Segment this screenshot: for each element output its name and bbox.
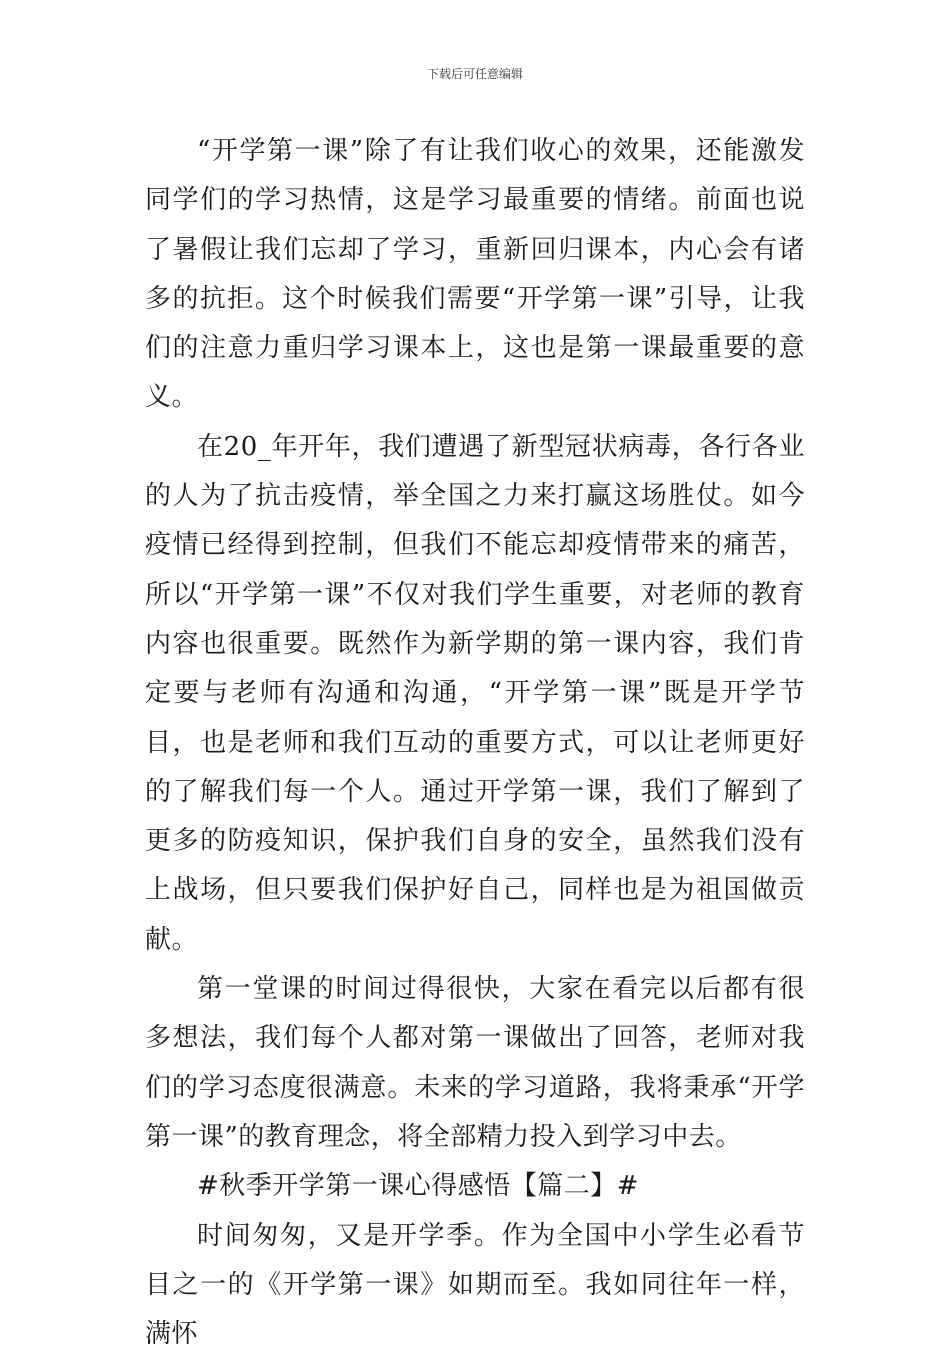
- page-header: 下载后可任意编辑: [426, 67, 523, 81]
- document-body: [145, 127, 805, 1359]
- section-heading: #秋季开学第一课心得感悟【篇二】#: [197, 1171, 640, 1202]
- paragraph-2: 在20_年开年，我们遭遇了新型冠状病毒，各行各业的人为了抗击疫情，举全国之力来打赢这场胜仗。如今疫情已经得到控制，但我们不能忘却疫情带来的痛苦，所以“开学第一课”不仅对我们学生重要，对老师的教育内容也很重要。既然作为新学期的第一课内容，我们肯定要与老师有沟通和沟通，“开学第一课”既是开学节目，也是老师和我们互动的重要方式，可以让老师更好的了解我们每一个人。通过开学第一课，我们了解到了更多的防疫知识，保护我们自身的安全，虽然我们没有上战场，但只要我们保护好自己，同样也是为祖国做贡献。: [145, 431, 805, 955]
- paragraph-1: “开学第一课”除了有让我们收心的效果，还能激发同学们的学习热情，这是学习最重要的情绪。前面也说了暑假让我们忘却了学习，重新回归课本，内心会有诸多的抗拒。这个时候我们需要“开学第一课”引导，让我们的注意力重归学习课本上，这也是第一课最重要的意义。: [145, 136, 805, 413]
- paragraph-4: 时间匆匆，又是开学季。作为全国中小学生必看节目之一的《开学第一课》如期而至。我如同往年一样，满怀: [145, 1220, 805, 1350]
- paragraph-3: 第一堂课的时间过得很快，大家在看完以后都有很多想法，我们每个人都对第一课做出了回答，老师对我们的学习态度很满意。未来的学习道路，我将秉承“开学第一课”的教育理念，将全部精力投入到学习中去。: [145, 974, 805, 1152]
